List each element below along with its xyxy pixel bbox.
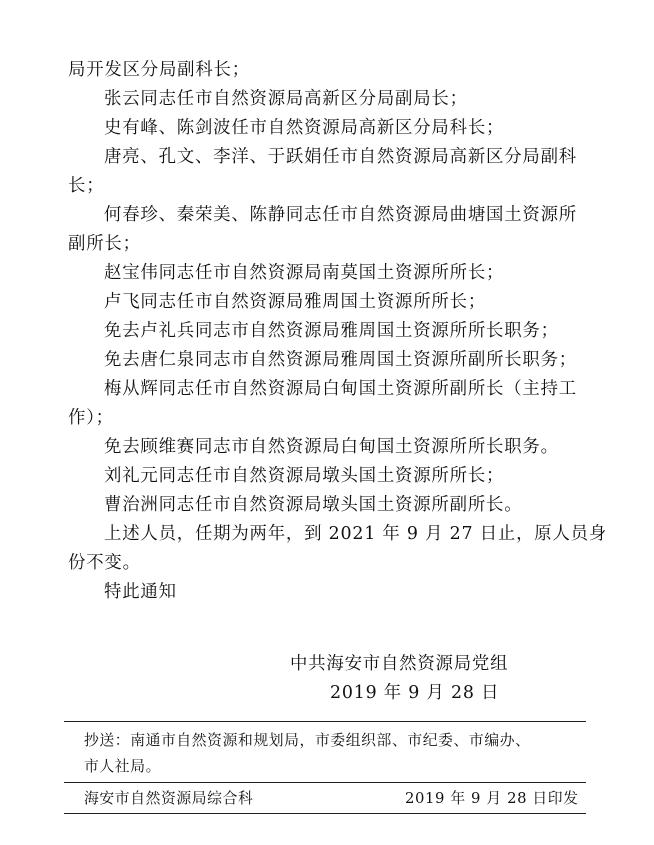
cc-line: 市人社局。 (84, 758, 161, 775)
footer-middle-rule (64, 782, 586, 783)
body-line: 上述人员，任期为两年，到 2021 年 9 月 27 日止，原人员身 (104, 524, 608, 544)
body-line: 何春珍、秦荣美、陈静同志任市自然资源局曲塘国土资源所 (104, 205, 577, 225)
body-line: 特此通知 (104, 582, 177, 602)
body-line: 刘礼元同志任市自然资源局墩头国土资源所所长； (104, 466, 505, 486)
body-line: 梅从辉同志任市自然资源局白甸国土资源所副所长（主持工 (104, 379, 577, 399)
body-line: 卢飞同志任市自然资源局雅周国土资源所所长； (104, 292, 487, 312)
signature-date: 2019 年 9 月 28 日 (330, 683, 500, 703)
footer-top-rule (64, 721, 586, 722)
body-line: 张云同志任市自然资源局高新区分局副局长； (104, 89, 468, 109)
body-line: 史有峰、陈剑波任市自然资源局高新区分局科长； (104, 118, 505, 138)
body-line: 曹治洲同志任市自然资源局墩头国土资源所副所长。 (104, 495, 523, 515)
body-line: 局开发区分局副科长； (68, 60, 250, 80)
body-line: 赵宝伟同志任市自然资源局南莫国土资源所所长； (104, 263, 505, 283)
cc-line: 抄送：南通市自然资源和规划局，市委组织部、市纪委、市编办、 (84, 732, 531, 749)
body-line: 副所长； (68, 234, 141, 254)
body-line: 长； (68, 176, 105, 196)
body-line: 免去唐仁泉同志市自然资源局雅周国土资源所副所长职务； (104, 350, 577, 370)
body-line: 份不变。 (68, 553, 141, 573)
issuer: 海安市自然资源局综合科 (84, 790, 254, 807)
signature-org: 中共海安市自然资源局党组 (290, 654, 509, 674)
footer-bottom-rule (64, 813, 586, 814)
print-date: 2019 年 9 月 28 日印发 (405, 790, 579, 807)
body-line: 免去卢礼兵同志市自然资源局雅周国土资源所所长职务； (104, 321, 559, 341)
body-line: 唐亮、孔文、李洋、于跃娟任市自然资源局高新区分局副科 (104, 147, 577, 167)
body-line: 免去顾维赛同志市自然资源局白甸国土资源所所长职务。 (104, 437, 559, 457)
body-line: 作）； (68, 408, 114, 428)
